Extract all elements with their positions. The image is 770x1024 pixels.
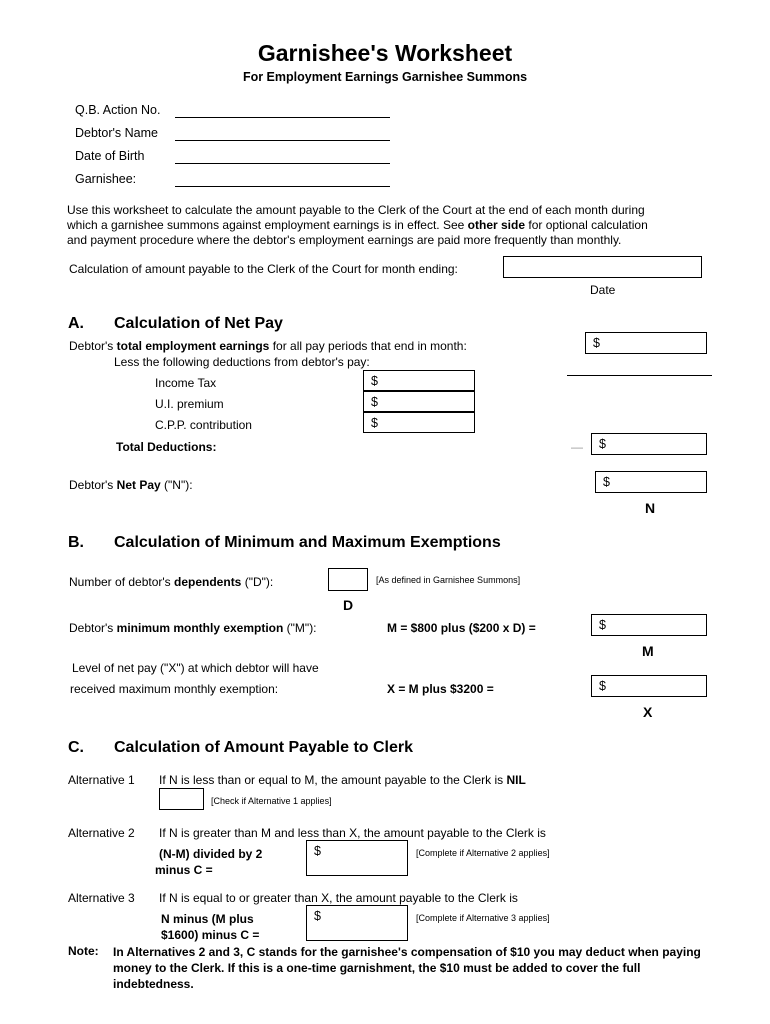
- x-formula: X = M plus $3200 =: [387, 682, 494, 696]
- income-tax-label: Income Tax: [155, 376, 217, 390]
- section-a-title: Calculation of Net Pay: [114, 315, 283, 332]
- alt1-label: Alternative 1: [68, 773, 135, 787]
- x-label: X: [643, 704, 653, 720]
- m-formula: M = $800 plus ($200 x D) =: [387, 621, 536, 635]
- month-ending-date-input[interactable]: [503, 256, 702, 278]
- alt3-note: [Complete if Alternative 3 applies]: [416, 913, 550, 923]
- total-earnings-label: Debtor's total employment earnings for all pay periods that end in month:: [69, 339, 467, 353]
- page-title: Garnishee's Worksheet: [257, 40, 513, 66]
- alt3-label: Alternative 3: [68, 891, 135, 905]
- dependents-input[interactable]: [328, 568, 368, 591]
- section-c-title: Calculation of Amount Payable to Clerk: [114, 739, 414, 756]
- note-text: In Alternatives 2 and 3, C stands for the garnishee's compensation of $10 you may deduct when paying money to the Clerk. If this is a one-time garnishment, the $10 must be added to cover the full indebtedness.: [113, 945, 701, 991]
- debtor-name-label: Debtor's Name: [75, 126, 158, 140]
- net-pay-input[interactable]: $: [595, 471, 707, 493]
- alt1-text: If N is less than or equal to M, the amount payable to the Clerk is NIL: [159, 773, 526, 787]
- debtor-name-field[interactable]: [175, 140, 390, 141]
- date-of-birth-label: Date of Birth: [75, 149, 145, 163]
- page-subtitle: For Employment Earnings Garnishee Summons: [242, 70, 528, 84]
- net-pay-label: Debtor's Net Pay ("N"):: [69, 478, 193, 492]
- dependents-label: Number of debtor's dependents ("D"):: [69, 575, 274, 589]
- section-b-title: Calculation of Minimum and Maximum Exemptions: [114, 534, 501, 551]
- section-b-letter: B.: [68, 534, 84, 551]
- section-a-letter: A.: [68, 315, 84, 332]
- total-earnings-input[interactable]: $: [585, 332, 707, 354]
- dependents-note: [As defined in Garnishee Summons]: [376, 575, 521, 585]
- d-label: D: [343, 597, 354, 613]
- intro-line-3: and payment procedure where the debtor's employment earnings are paid more frequently than monthly.: [67, 233, 622, 247]
- min-exemption-input[interactable]: $: [591, 614, 707, 636]
- garnishee-label: Garnishee:: [75, 172, 137, 186]
- alt2-amount-input[interactable]: $: [306, 840, 408, 876]
- date-caption: Date: [590, 283, 616, 297]
- cpp-contribution-input[interactable]: $: [363, 412, 475, 433]
- cpp-contribution-label: C.P.P. contribution: [155, 418, 252, 432]
- intro-line-2: which a garnishee summons against employment earnings is in effect. See other side for optional calculation: [67, 218, 648, 232]
- alt3-amount-input[interactable]: $: [306, 905, 408, 941]
- garnishee-field[interactable]: [175, 186, 390, 187]
- total-deductions-input[interactable]: $: [591, 433, 707, 455]
- max-exemption-input[interactable]: $: [591, 675, 707, 697]
- income-tax-input[interactable]: $: [363, 370, 475, 391]
- level-line-1: Level of net pay ("X") at which debtor will have: [72, 661, 319, 675]
- alt2-label: Alternative 2: [68, 826, 135, 840]
- alt2-note: [Complete if Alternative 2 applies]: [416, 848, 550, 858]
- note-label: Note:: [68, 944, 99, 958]
- less-deductions-label: Less the following deductions from debtor's pay:: [114, 355, 370, 369]
- qb-action-label: Q.B. Action No.: [75, 103, 161, 117]
- qb-action-field[interactable]: [175, 117, 390, 118]
- m-label: M: [642, 643, 654, 659]
- total-deductions-label: Total Deductions:: [116, 440, 217, 454]
- ui-premium-input[interactable]: $: [363, 391, 475, 412]
- alt2-formula-line-2: minus C =: [155, 863, 213, 877]
- alt3-text: If N is equal to or greater than X, the amount payable to the Clerk is: [159, 891, 518, 905]
- n-label: N: [645, 500, 656, 516]
- intro-line-1: Use this worksheet to calculate the amount payable to the Clerk of the Court at the end of each month during: [67, 203, 645, 217]
- month-ending-label: Calculation of amount payable to the Clerk of the Court for month ending:: [69, 262, 458, 276]
- ui-premium-label: U.I. premium: [155, 397, 224, 411]
- subtotal-rule: [567, 375, 712, 376]
- level-line-2: received maximum monthly exemption:: [70, 682, 279, 696]
- alt2-text: If N is greater than M and less than X, the amount payable to the Clerk is: [159, 826, 546, 840]
- date-of-birth-field[interactable]: [175, 163, 390, 164]
- alt2-formula-line-1: (N-M) divided by 2: [159, 847, 263, 861]
- alt3-formula-line-1: N minus (M plus: [161, 912, 254, 926]
- alt1-note: [Check if Alternative 1 applies]: [211, 796, 332, 806]
- alt3-formula-line-2: $1600) minus C =: [161, 928, 260, 942]
- subtract-dash: —: [571, 440, 583, 454]
- section-c-letter: C.: [68, 739, 84, 756]
- min-exemption-label: Debtor's minimum monthly exemption ("M"):: [69, 621, 317, 635]
- alt1-checkbox[interactable]: [159, 788, 204, 810]
